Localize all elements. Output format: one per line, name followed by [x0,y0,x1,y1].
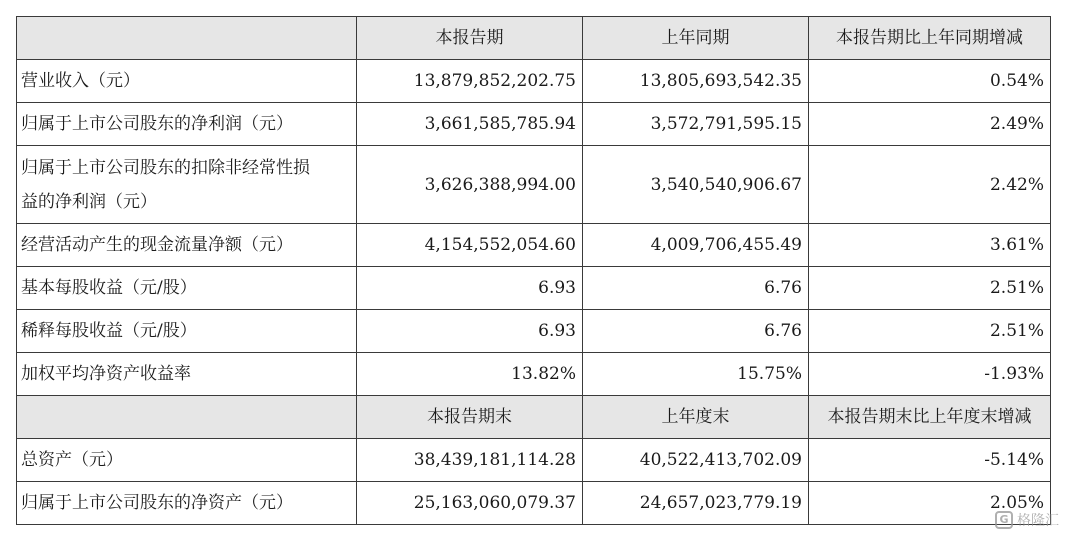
current-value: 4,154,552,054.60 [357,224,583,267]
watermark-logo-icon: G [995,511,1013,529]
current-value: 6.93 [357,267,583,310]
header-row-period [17,17,1051,60]
table-row [17,353,1051,396]
change-value: 2.42% [809,146,1051,224]
prior-value: 6.76 [583,267,809,310]
change-value: 2.05% [809,482,1051,525]
row-label: 营业收入（元） [17,60,357,103]
row-label: 归属于上市公司股东的净利润（元） [17,103,357,146]
change-value: 3.61% [809,224,1051,267]
change-value: 2.51% [809,310,1051,353]
prior-value: 4,009,706,455.49 [583,224,809,267]
current-value: 25,163,060,079.37 [357,482,583,525]
table-row [17,60,1051,103]
change-value: -5.14% [809,439,1051,482]
header-row-period-end [17,396,1051,439]
header-blank-cell [17,396,357,439]
change-value: 2.51% [809,267,1051,310]
header-period-end-change: 本报告期末比上年度末增减 [809,396,1051,439]
table-row [17,146,1051,224]
row-label: 经营活动产生的现金流量净额（元） [17,224,357,267]
header-prior-year-end: 上年度末 [583,396,809,439]
table-row [17,482,1051,525]
row-label: 归属于上市公司股东的净资产（元） [17,482,357,525]
table-row [17,310,1051,353]
current-value: 38,439,181,114.28 [357,439,583,482]
row-label-line-1: 归属于上市公司股东的扣除非经常性损 [21,157,310,178]
watermark-text: 格隆汇 [1017,513,1059,529]
watermark [995,510,1059,530]
row-label-line-2: 益的净利润（元） [21,191,157,212]
header-blank-cell [17,17,357,60]
prior-value: 40,522,413,702.09 [583,439,809,482]
change-value: 0.54% [809,60,1051,103]
table-row [17,103,1051,146]
change-value: -1.93% [809,353,1051,396]
financial-summary-table-container [16,16,1050,525]
table-row [17,224,1051,267]
row-label: 总资产（元） [17,439,357,482]
change-value: 2.49% [809,103,1051,146]
header-current-period: 本报告期 [357,17,583,60]
header-prior-period: 上年同期 [583,17,809,60]
row-label [17,146,357,224]
header-period-change: 本报告期比上年同期增减 [809,17,1051,60]
current-value: 6.93 [357,310,583,353]
prior-value: 13,805,693,542.35 [583,60,809,103]
current-value: 3,626,388,994.00 [357,146,583,224]
prior-value: 15.75% [583,353,809,396]
current-value: 13.82% [357,353,583,396]
prior-value: 6.76 [583,310,809,353]
current-value: 13,879,852,202.75 [357,60,583,103]
financial-summary-table [16,16,1051,525]
header-current-period-end: 本报告期末 [357,396,583,439]
row-label: 加权平均净资产收益率 [17,353,357,396]
prior-value: 3,572,791,595.15 [583,103,809,146]
current-value: 3,661,585,785.94 [357,103,583,146]
row-label: 稀释每股收益（元/股） [17,310,357,353]
table-row [17,267,1051,310]
table-row [17,439,1051,482]
prior-value: 3,540,540,906.67 [583,146,809,224]
row-label: 基本每股收益（元/股） [17,267,357,310]
prior-value: 24,657,023,779.19 [583,482,809,525]
